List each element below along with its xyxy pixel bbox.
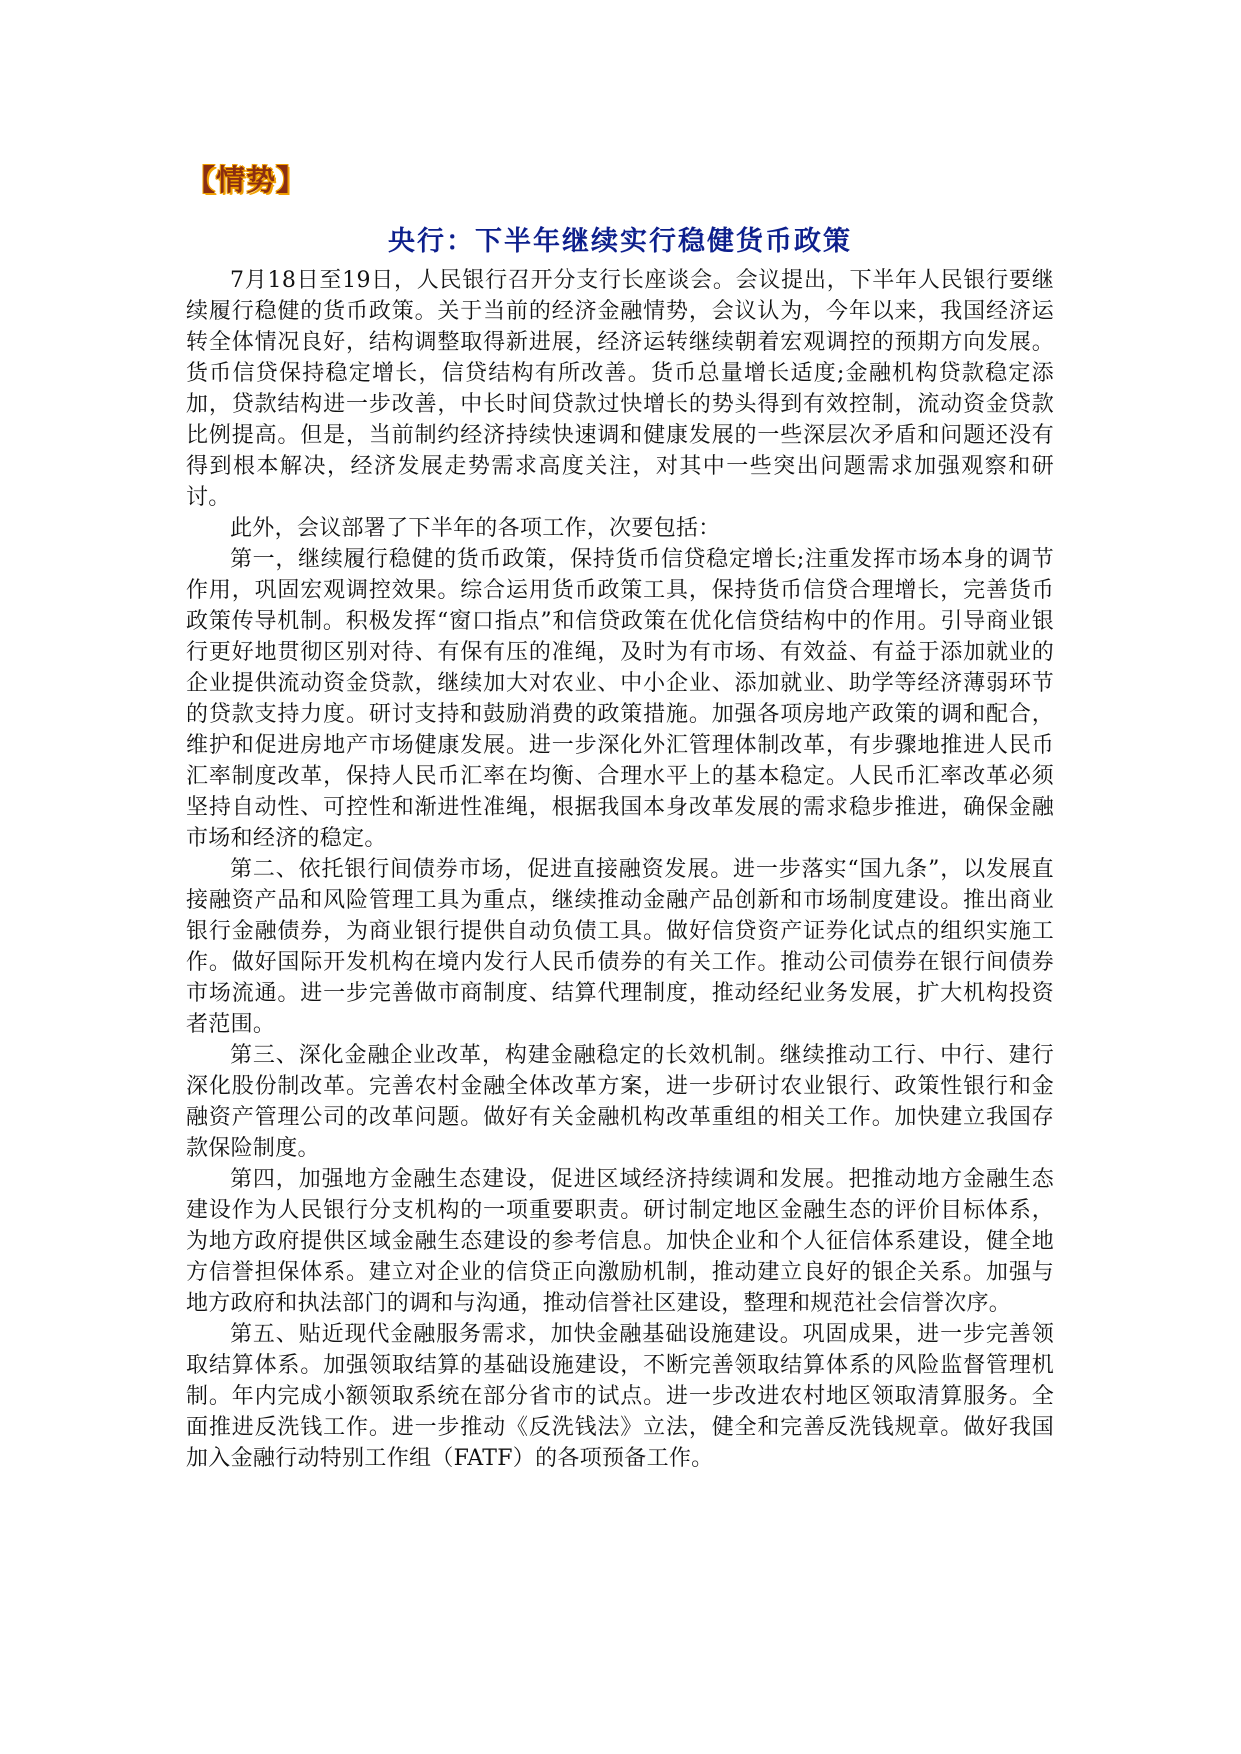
paragraph-overview: 此外，会议部署了下半年的各项工作，次要包括： <box>230 516 721 541</box>
paragraph-fifth: 第五、贴近现代金融服务需求，加快金融基础设施建设。巩固成果，进一步完善领取结算体系。加强领取结算的基础设施建设，不断完善领取结算体系的风险监督管理机制。年内完成小额领取系统在部分省市的试点。进一步改进农村地区领取清算服务。全面推进反洗钱工作。进一步推动《反洗钱法》立法，健全和完善反洗钱规章。做好我国加入金融行动特别工作组（FATF）的各项预备工作。 <box>186 1322 1054 1471</box>
article-body <box>186 265 1054 1474</box>
paragraph-fourth: 第四，加强地方金融生态建设，促进区域经济持续调和发展。把推动地方金融生态建设作为人民银行分支机构的一项重要职责。研讨制定地区金融生态的评价目标体系，为地方政府提供区域金融生态建设的参考信息。加快企业和个人征信体系建设，健全地方信誉担保体系。建立对企业的信贷正向激励机制，推动建立良好的银企关系。加强与地方政府和执法部门的调和与沟通，推动信誉社区建设，整理和规范社会信誉次序。 <box>186 1167 1054 1316</box>
section-tag: 【情势】 <box>186 163 307 197</box>
paragraph-intro: 7月18日至19日，人民银行召开分支行长座谈会。会议提出，下半年人民银行要继续履行稳健的货币政策。关于当前的经济金融情势，会议认为，今年以来，我国经济运转全体情况良好，结构调整取得新进展，经济运转继续朝着宏观调控的预期方向发展。货币信贷保持稳定增长，信贷结构有所改善。货币总量增长适度;金融机构贷款稳定添加，贷款结构进一步改善，中长时间贷款过快增长的势头得到有效控制，流动资金贷款比例提高。但是，当前制约经济持续快速调和健康发展的一些深层次矛盾和问题还没有得到根本解决，经济发展走势需求高度关注，对其中一些突出问题需求加强观察和研讨。 <box>186 268 1054 510</box>
paragraph-second: 第二、依托银行间债券市场，促进直接融资发展。进一步落实“国九条”，以发展直接融资产品和风险管理工具为重点，继续推动金融产品创新和市场制度建设。推出商业银行金融债券，为商业银行提供自动负债工具。做好信贷资产证券化试点的组织实施工作。做好国际开发机构在境内发行人民币债券的有关工作。推动公司债券在银行间债券市场流通。进一步完善做市商制度、结算代理制度，推动经纪业务发展，扩大机构投资者范围。 <box>186 857 1054 1037</box>
paragraph-first: 第一，继续履行稳健的货币政策，保持货币信贷稳定增长;注重发挥市场本身的调节作用，巩固宏观调控效果。综合运用货币政策工具，保持货币信贷合理增长，完善货币政策传导机制。积极发挥“窗口指点”和信贷政策在优化信贷结构中的作用。引导商业银行更好地贯彻区别对待、有保有压的准绳，及时为有市场、有效益、有益于添加就业的企业提供流动资金贷款，继续加大对农业、中小企业、添加就业、助学等经济薄弱环节的贷款支持力度。研讨支持和鼓励消费的政策措施。加强各项房地产政策的调和配合，维护和促进房地产市场健康发展。进一步深化外汇管理体制改革，有步骤地推进人民币汇率制度改革，保持人民币汇率在均衡、合理水平上的基本稳定。人民币汇率改革必须坚持自动性、可控性和渐进性准绳，根据我国本身改革发展的需求稳步推进，确保金融市场和经济的稳定。 <box>186 547 1054 851</box>
article-title: 央行：下半年继续实行稳健货币政策 <box>388 226 852 257</box>
paragraph-third: 第三、深化金融企业改革，构建金融稳定的长效机制。继续推动工行、中行、建行深化股份制改革。完善农村金融全体改革方案，进一步研讨农业银行、政策性银行和金融资产管理公司的改革问题。做好有关金融机构改革重组的相关工作。加快建立我国存款保险制度。 <box>186 1043 1054 1161</box>
